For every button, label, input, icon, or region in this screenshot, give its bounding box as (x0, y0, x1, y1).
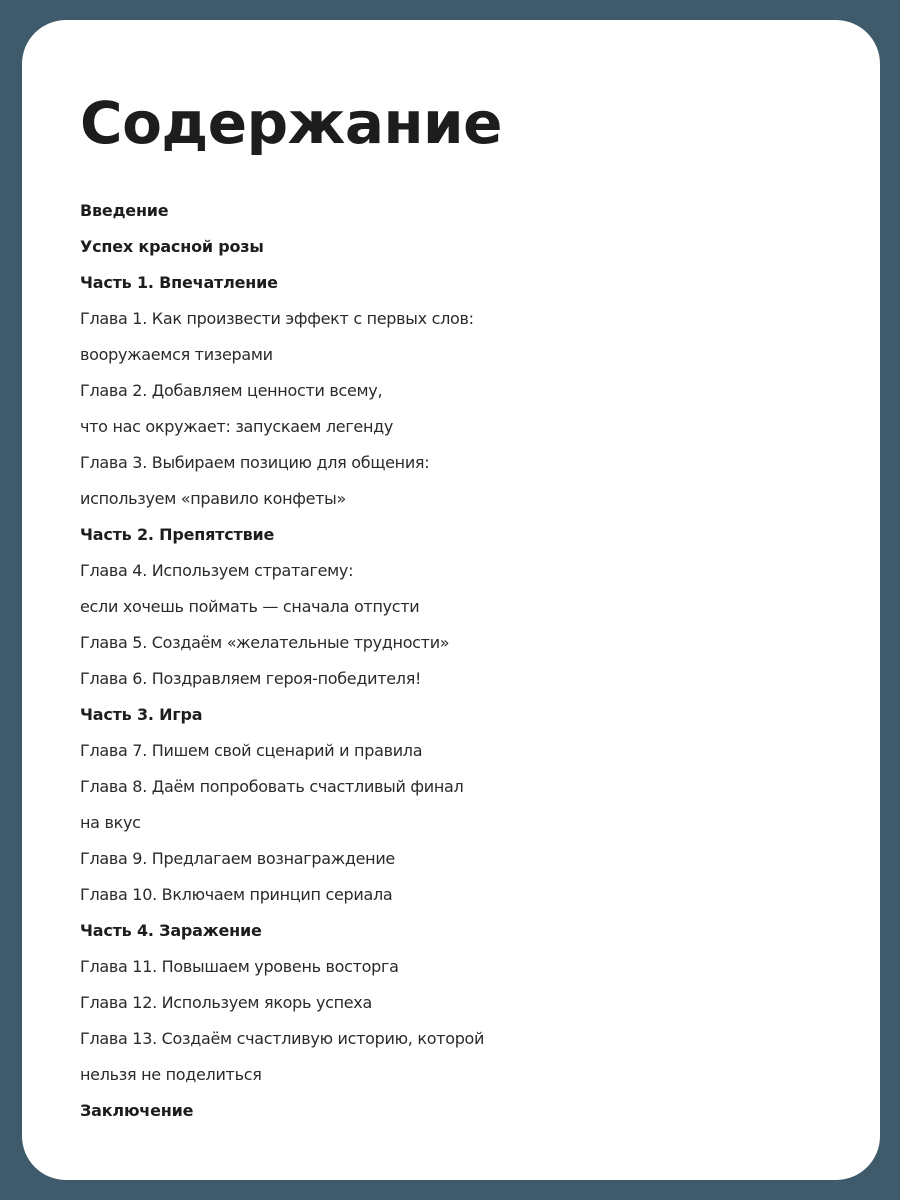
toc-chapter-line: Глава 8. Даём попробовать счастливый финал (80, 777, 464, 796)
toc-chapter-line: Глава 9. Предлагаем вознаграждение (80, 849, 395, 868)
toc-section-heading: Часть 2. Препятствие (80, 525, 275, 544)
toc-chapter-line: Глава 1. Как произвести эффект с первых слов: (80, 309, 474, 328)
toc-section-heading: Часть 3. Игра (80, 705, 203, 724)
toc-chapter-line: вооружаемся тизерами (80, 345, 273, 364)
toc-chapter-line: нельзя не поделиться (80, 1065, 262, 1084)
table-of-contents (80, 193, 860, 1129)
toc-chapter-line: если хочешь поймать — сначала отпусти (80, 597, 420, 616)
toc-chapter-line: Глава 12. Используем якорь успеха (80, 993, 372, 1012)
toc-chapter-line: Глава 3. Выбираем позицию для общения: (80, 453, 430, 472)
toc-section-heading: Заключение (80, 1101, 194, 1120)
toc-chapter-line: Глава 5. Создаём «желательные трудности» (80, 633, 450, 652)
toc-chapter-line: используем «правило конфеты» (80, 489, 346, 508)
toc-section-heading: Часть 1. Впечатление (80, 273, 278, 292)
toc-section-heading: Часть 4. Заражение (80, 921, 262, 940)
contents-card (22, 20, 880, 1180)
page-title: Содержание (80, 89, 503, 157)
toc-chapter-line: Глава 11. Повышаем уровень восторга (80, 957, 399, 976)
toc-chapter-line: Глава 2. Добавляем ценности всему, (80, 381, 383, 400)
toc-chapter-line: Глава 6. Поздравляем героя-победителя! (80, 669, 422, 688)
toc-chapter-line: Глава 10. Включаем принцип сериала (80, 885, 393, 904)
toc-chapter-line: что нас окружает: запускаем легенду (80, 417, 394, 436)
toc-chapter-line: Глава 7. Пишем свой сценарий и правила (80, 741, 423, 760)
toc-section-heading: Введение (80, 201, 169, 220)
toc-chapter-line: Глава 4. Используем стратагему: (80, 561, 354, 580)
toc-chapter-line: на вкус (80, 813, 141, 832)
toc-chapter-line: Глава 13. Создаём счастливую историю, которой (80, 1029, 485, 1048)
toc-section-heading: Успех красной розы (80, 237, 264, 256)
